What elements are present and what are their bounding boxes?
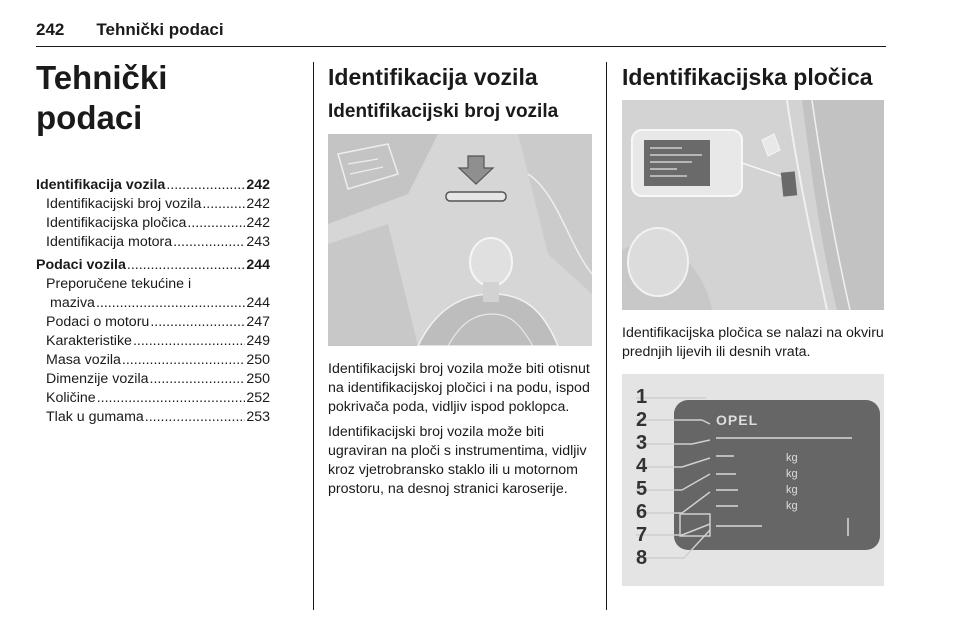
callout-1: 1 [636,386,648,408]
page-number: 242 [36,20,65,39]
callout-5: 5 [636,478,648,500]
toc-entry[interactable]: Količine ..... 252 [36,389,270,408]
page-header [36,20,224,40]
callout-7: 7 [636,524,648,546]
callout-8: 8 [636,547,648,569]
callout-3: 3 [636,432,648,454]
header-rule [36,46,886,47]
table-of-contents [36,176,270,427]
toc-entry[interactable]: maziva ..... 244 [36,294,270,313]
column-divider-1 [313,62,314,610]
chapter-title: Tehnički podaci [36,59,168,136]
toc-entry[interactable]: Identifikacijski broj vozila ..... 242 [36,195,270,214]
paragraph: Identifikacijski broj vozila može biti otisnut na identifikacijskoj pločici i na podu, ispod pokrivača poda, vidljiv ispod poklopca. [328,361,590,415]
toc-entry[interactable]: Podaci o motoru ..... 247 [36,313,270,332]
id-plate-diagram [622,374,884,586]
plate-brand: OPEL [716,412,759,428]
plate-unit: kg [786,468,798,480]
toc-entry[interactable]: Identifikacija motora ..... 243 [36,233,270,252]
callout-4: 4 [636,455,648,477]
vehicle-id-column [328,62,592,505]
section-heading: Identifikacijska pločica [622,64,873,90]
column-divider-2 [606,62,607,610]
id-plate-column [622,62,886,586]
toc-entry[interactable]: Identifikacijska pločica ..... 242 [36,214,270,233]
paragraph: Identifikacijska pločica se nalazi na okviru prednjih lijevih ili desnih vrata. [622,325,884,360]
toc-entry[interactable]: Karakteristike ..... 249 [36,332,270,351]
vin-floor-illustration [328,134,592,346]
toc-entry[interactable]: Dimenzije vozila ..... 250 [36,370,270,389]
toc-column [36,58,270,427]
paragraph: Identifikacijski broj vozila može biti ugraviran na ploči s instrumentima, vidljiv kroz vjetrobransko staklo ili u motornom prostoru, na desnoj stranici karoserije. [328,424,587,497]
plate-units [786,450,798,514]
toc-section-entry[interactable]: Identifikacija vozila ..... 242 [36,176,270,195]
toc-entry[interactable]: Tlak u gumama ..... 253 [36,408,270,427]
plate-unit: kg [786,484,798,496]
section-heading: Identifikacija vozila [328,64,538,90]
plate-unit: kg [786,500,798,512]
plate-unit: kg [786,452,798,464]
door-frame-illustration [622,100,884,310]
toc-entry[interactable]: Masa vozila ..... 250 [36,351,270,370]
callout-6: 6 [636,501,648,523]
running-title: Tehnički podaci [96,20,224,39]
toc-section-entry[interactable]: Podaci vozila ..... 244 [36,256,270,275]
subsection-heading: Identifikacijski broj vozila [328,101,559,122]
toc-entry-label-line: Preporučene tekućine i [46,276,192,292]
callout-2: 2 [636,409,648,431]
